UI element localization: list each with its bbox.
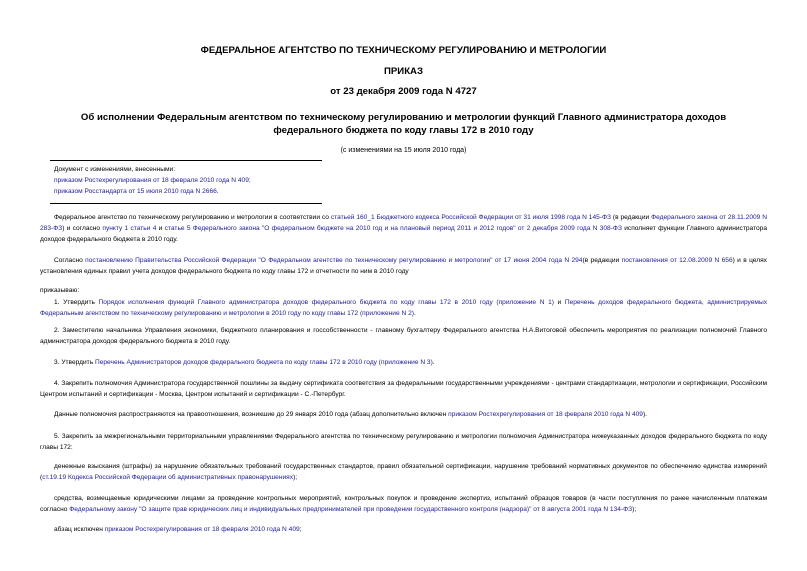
document-title: Об исполнении Федеральным агентством по техническому регулированию и метрологии функций Главного администратора доходов федерального бюджета по коду главы 172 в 2010 году (80, 112, 727, 136)
link-law-308-fz[interactable]: статье 5 Федерального закона "О федеральном бюджете на 2010 год и на плановый период 2011 и 2012 годов" от 2 декабря 2009 года N 308-ФЗ (164, 224, 622, 232)
paragraph-fines: денежные взыскания (штрафы) за нарушение обязательных требований государственных стандартов, правил обязательной сертификации, нарушение требований нормативных документов по обеспечению единства измерений (ст.19.19 Кодекса Российской Федерации об административных правонарушениях); (40, 463, 767, 481)
changes-intro: Документ с изменениями, внесенными: (54, 166, 176, 173)
link-koap-19-19[interactable]: ст.19.19 Кодекса Российской Федерации об административных правонарушениях (42, 473, 294, 481)
change-link-409[interactable]: приказом Ростехрегулирования от 18 февраля 2010 года N 409; (54, 177, 251, 184)
paragraph-item-1: 1. Утвердить Порядок исполнения функций Главного администратора доходов федерального бюджета по коду главы 172 в 2010 году (приложение N 1) и Перечень доходов федерального бюджета, администрируемых Федеральным агентством по техническому регулированию и метрологии в 2010 году по коду главы 172 (приложение N 2). (40, 299, 767, 317)
link-appendix-1[interactable]: Порядок исполнения функций Главного администратора доходов федерального бюджета по коду главы 172 в 2010 году (приложение N 1) (98, 299, 554, 306)
changes-block (54, 164, 251, 197)
link-article-4-point-1[interactable]: пункту 1 статьи 4 (102, 224, 157, 232)
paragraph-item-3: 3. Утвердить Перечень Администраторов доходов федерального бюджета по коду главы 172 в 2010 году (приложение N 3). (54, 359, 435, 366)
divider-top (50, 160, 322, 161)
link-budget-code-160-1[interactable]: статьей 160_1 Бюджетного кодекса Российской Федерации от 31 июля 1998 года N 145-ФЗ (330, 214, 611, 221)
link-order-409-excluded[interactable]: приказом Ростехрегулирования от 18 февраля 2010 года N 409 (104, 526, 300, 533)
paragraph-item-4-extension: Данные полномочия распространяются на правоотношения, возникшие до 29 января 2010 года (абзац дополнительно включен приказом Ростехрегулирования от 18 февраля 2010 года N 409). (54, 411, 647, 418)
revision-note: (с изменениями на 15 июля 2010 года) (340, 147, 467, 154)
divider-bottom (50, 203, 322, 204)
paragraph-item-2: 2. Заместителю начальника Управления экономики, бюджетного планирования и госсобственности - главному бухгалтеру Федерального агентства Н.А.Витоговой обеспечить мероприятия по реализации полномочий Главного администратора доходов федерального бюджета в 2010 году. (40, 327, 767, 345)
link-law-134-fz[interactable]: Федеральному закону "О защите прав юридических лиц и индивидуальных предпринимателей при проведении государственного контроля (надзора)" от 8 августа 2001 года N 134-ФЗ (69, 505, 633, 513)
agency-heading: ФЕДЕРАЛЬНОЕ АГЕНТСТВО ПО ТЕХНИЧЕСКОМУ РЕГУЛИРОВАНИЮ И МЕТРОЛОГИИ (200, 45, 607, 56)
change-link-2666[interactable]: приказом Росстандарта от 15 июля 2010 года N 2666. (54, 188, 219, 195)
link-appendix-2[interactable]: Перечень доходов федерального бюджета, администрируемых Федеральным агентством по техническому регулированию и метрологии в 2010 году по коду главы 172 (приложение N 2) (40, 299, 767, 317)
document-date-number: от 23 декабря 2009 года N 4727 (330, 86, 477, 97)
paragraph-reimbursement: средства, возмещаемые юридическими лицами за проведение контрольных мероприятий, контрольных покупок и проведение экспертиз, испытаний образцов товаров (в части поступления по ранее начисленным платежам согласно Федеральному закону "О защите прав юридических лиц и индивидуальных предпринимателей при проведении государственного контроля (надзора)" от 8 августа 2001 года N 134-ФЗ); (40, 495, 767, 513)
link-decree-294[interactable]: постановлению Правительства Российской Федерации "О Федеральном агентстве по техническому регулированию и метрологии" от 17 июня 2004 года N 294 (85, 257, 583, 264)
paragraph-government-decree: Согласно постановлению Правительства Российской Федерации "О Федеральном агентстве по техническому регулированию и метрологии" от 17 июня 2004 года N 294(в редакции постановления от 12.08.2009 N 656) и в целях установления единых правил учета доходов федерального бюджета по коду главы 172 и отчетности по ним в 2010 году (40, 257, 767, 275)
link-appendix-3[interactable]: Перечень Администраторов доходов федерального бюджета по коду главы 172 в 2010 году (приложение N 3) (94, 359, 433, 366)
paragraph-item-5: 5. Закрепить за межрегиональными территориальными управлениями Федерального агентства по техническому регулированию и метрологии полномочия Администратора нижеуказанных доходов федерального бюджета по коду главы 172: (40, 433, 767, 451)
paragraph-excluded: абзац исключен приказом Ростехрегулирования от 18 февраля 2010 года N 409; (54, 526, 302, 533)
link-order-409[interactable]: приказом Ростехрегулирования от 18 февраля 2010 года N 409 (448, 411, 643, 418)
link-decree-656[interactable]: постановления от 12.08.2009 N 656 (621, 257, 733, 264)
paragraph-item-4: 4. Закрепить полномочия Администратора государственной пошлины за выдачу сертификата соответствия за федеральными государственными учреждениями - центрами стандартизации, метрологии и сертификации, Российским Центром испытаний и сертификации - Москва, Центром испытаний и сертификации - С.-Петербург. (40, 380, 767, 398)
paragraph-order: приказываю: (40, 287, 80, 294)
link-law-283-fz[interactable]: Федерального закона от 28.11.2009 N 283-ФЗ (40, 214, 767, 232)
paragraph-preamble: Федеральное агентство по техническому регулированию и метрологии в соответствии со статьей 160_1 Бюджетного кодекса Российской Федерации от 31 июля 1998 года N 145-ФЗ (в редакции Федерального закона от 28.11.2009 N 283-ФЗ) и согласно пункту 1 статьи 4 и статье 5 Федерального закона "О федеральном бюджете на 2010 год и на плановый период 2011 и 2012 годов" от 2 декабря 2009 года N 308-ФЗ исполняет функции Главного администратора доходов федерального бюджета в 2010 году. (40, 214, 767, 243)
document-type: ПРИКАЗ (384, 66, 423, 77)
